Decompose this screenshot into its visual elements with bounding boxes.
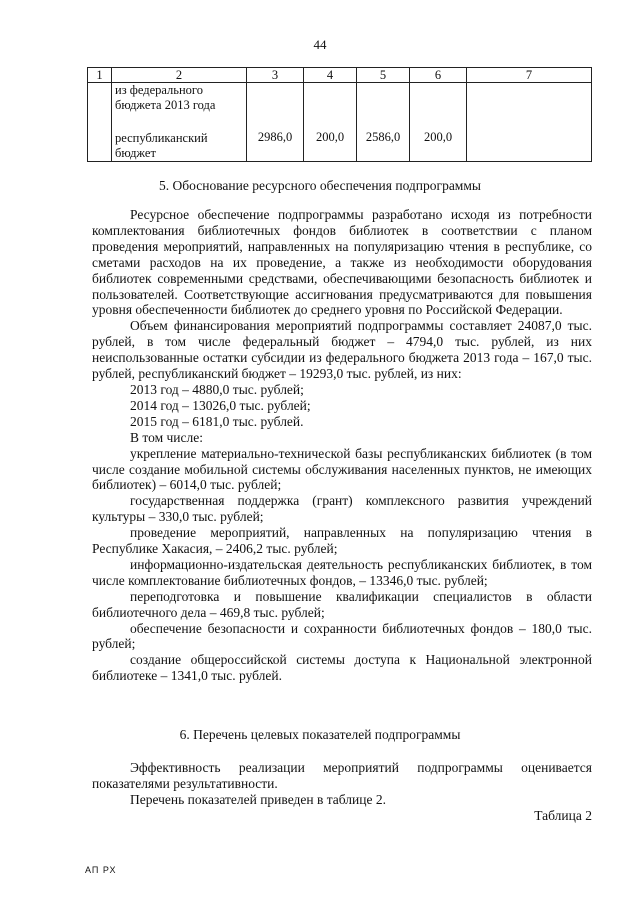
paragraph: обеспечение безопасности и сохранности библиотечных фондов – 180,0 тыс. рублей; [92,620,592,652]
paragraph: укрепление материально-технической базы республиканских библиотек (в том числе создание мобильной системы обслуживания населенных пунктов, не имеющих библиотек) – 6014,0 тыс. рублей; [92,445,592,493]
paragraph: информационно-издательская деятельность республиканских библиотек, в том числе комплектование библиотечных фондов, – 13346,0 тыс. рублей; [92,556,592,588]
paragraph: проведение мероприятий, направленных на популяризацию чтения в Республике Хакасия, – 2406,2 тыс. рублей; [92,525,592,557]
source-label: республиканский бюджет [115,131,208,160]
table-header-cell: 7 [467,68,592,83]
paragraph: переподготовка и повышение квалификации специалистов в области библиотечного дела – 469,8 тыс. рублей; [92,588,592,620]
section-title: 6. Перечень целевых показателей подпрограммы [179,727,461,742]
section-body [92,207,592,684]
table-cell-source [112,83,247,162]
source-label: из федерального бюджета 2013 года [115,83,216,112]
section-body [92,760,592,808]
table-cell [88,83,112,162]
paragraph: В том числе: [130,429,203,445]
paragraph: 2013 год – 4880,0 тыс. рублей; [130,381,304,397]
table-header-cell: 5 [357,68,410,83]
table-header-cell: 1 [88,68,112,83]
table-cell-value: 200,0 [410,83,467,162]
table-header-cell: 6 [410,68,467,83]
table-cell-value: 2986,0 [247,83,304,162]
paragraph: 2014 год – 13026,0 тыс. рублей; [130,397,311,413]
table-header-cell: 3 [247,68,304,83]
page-number: 44 [313,37,327,52]
table-cell-value: 200,0 [304,83,357,162]
section-title: 5. Обоснование ресурсного обеспечения подпрограммы [159,178,481,193]
paragraph: государственная поддержка (грант) комплексного развития учреждений культуры – 330,0 тыс. рублей; [92,493,592,525]
table-header-cell: 2 [112,68,247,83]
budget-table [87,67,592,162]
paragraph: Эффективность реализации мероприятий подпрограммы оценивается показателями результативности. [92,760,592,791]
footer-mark: АП РХ [85,865,117,875]
table-caption: Таблица 2 [534,808,592,823]
table-header-row [88,68,592,83]
paragraph: Ресурсное обеспечение подпрограммы разработано исходя из потребности комплектования библиотечных фондов библиотек в соответствии с планом проведения мероприятий, направленных на популяризацию чтения в республике, со сметами расходов на их проведение, а также из необходимости оборудования библиотек современными средствами, обеспечивающими безопасность библиотек и пользователей. Соответствующие ассигнования предусматриваются для повышения уровня обеспеченности библиотек до среднего уровня по Российской Федерации. [92,207,592,318]
paragraph: Объем финансирования мероприятий подпрограммы составляет 24087,0 тыс. рублей, в том числе федеральный бюджет – 4794,0 тыс. рублей, из них неиспользованные остатки субсидии из федерального бюджета 2013 года – 167,0 тыс. рублей, республиканский бюджет – 19293,0 тыс. рублей, из них: [92,318,592,382]
table-cell-value: 2586,0 [357,83,410,162]
paragraph: Перечень показателей приведен в таблице 2. [130,791,386,807]
table-row [88,83,592,162]
paragraph: создание общероссийской системы доступа к Национальной электронной библиотеке – 1341,0 тыс. рублей. [92,652,592,684]
paragraph: 2015 год – 6181,0 тыс. рублей. [130,413,304,429]
table-cell-value [467,83,592,162]
table-header-cell: 4 [304,68,357,83]
